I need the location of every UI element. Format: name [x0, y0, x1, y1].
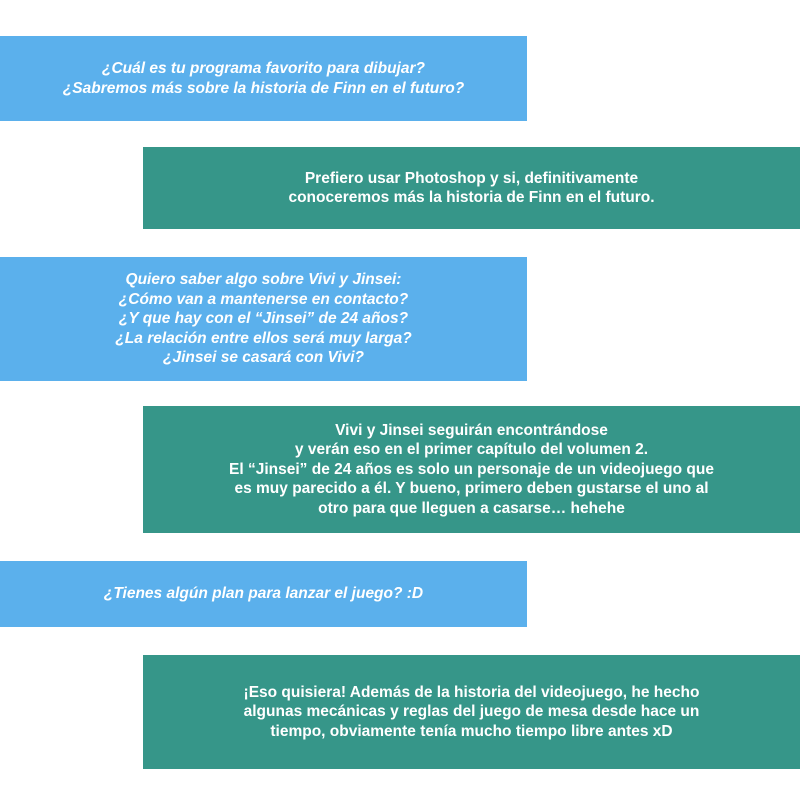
answer-line: algunas mecánicas y reglas del juego de mesa desde hace un	[243, 703, 700, 721]
answer-line: ¡Eso quisiera! Además de la historia del videojuego, he hecho	[243, 683, 700, 701]
answer-line: El “Jinsei” de 24 años es solo un personaje de un videojuego que	[229, 460, 714, 478]
question-line: ¿Sabremos más sobre la historia de Finn en el futuro?	[62, 79, 465, 97]
answer-line: es muy parecido a él. Y bueno, primero deben gustarse el uno al	[234, 480, 709, 498]
answer-line: Prefiero usar Photoshop y si, definitivamente	[304, 169, 639, 187]
answer-box	[143, 406, 800, 533]
question-line: ¿Cómo van a mantenerse en contacto?	[118, 290, 409, 308]
answer-line: Vivi y Jinsei seguirán encontrándose	[335, 421, 608, 439]
question-line: ¿La relación entre ellos será muy larga?	[115, 329, 412, 347]
answer-box	[143, 147, 800, 229]
question-box	[0, 561, 527, 627]
answer-line: otro para que lleguen a casarse… hehehe	[318, 499, 625, 517]
question-line: ¿Tienes algún plan para lanzar el juego? :D	[103, 585, 424, 603]
question-box	[0, 36, 527, 121]
answer-line: y verán eso en el primer capítulo del volumen 2.	[294, 441, 649, 459]
question-line: ¿Jinsei se casará con Vivi?	[162, 349, 365, 367]
answer-line: tiempo, obviamente tenía mucho tiempo libre antes xD	[270, 722, 673, 740]
question-box	[0, 257, 527, 381]
question-line: ¿Cuál es tu programa favorito para dibujar?	[102, 60, 425, 77]
question-line: Quiero saber algo sobre Vivi y Jinsei:	[125, 271, 402, 289]
question-line: ¿Y que hay con el “Jinsei” de 24 años?	[118, 310, 409, 328]
answer-box	[143, 655, 800, 769]
answer-line: conoceremos más la historia de Finn en el futuro.	[288, 189, 655, 206]
